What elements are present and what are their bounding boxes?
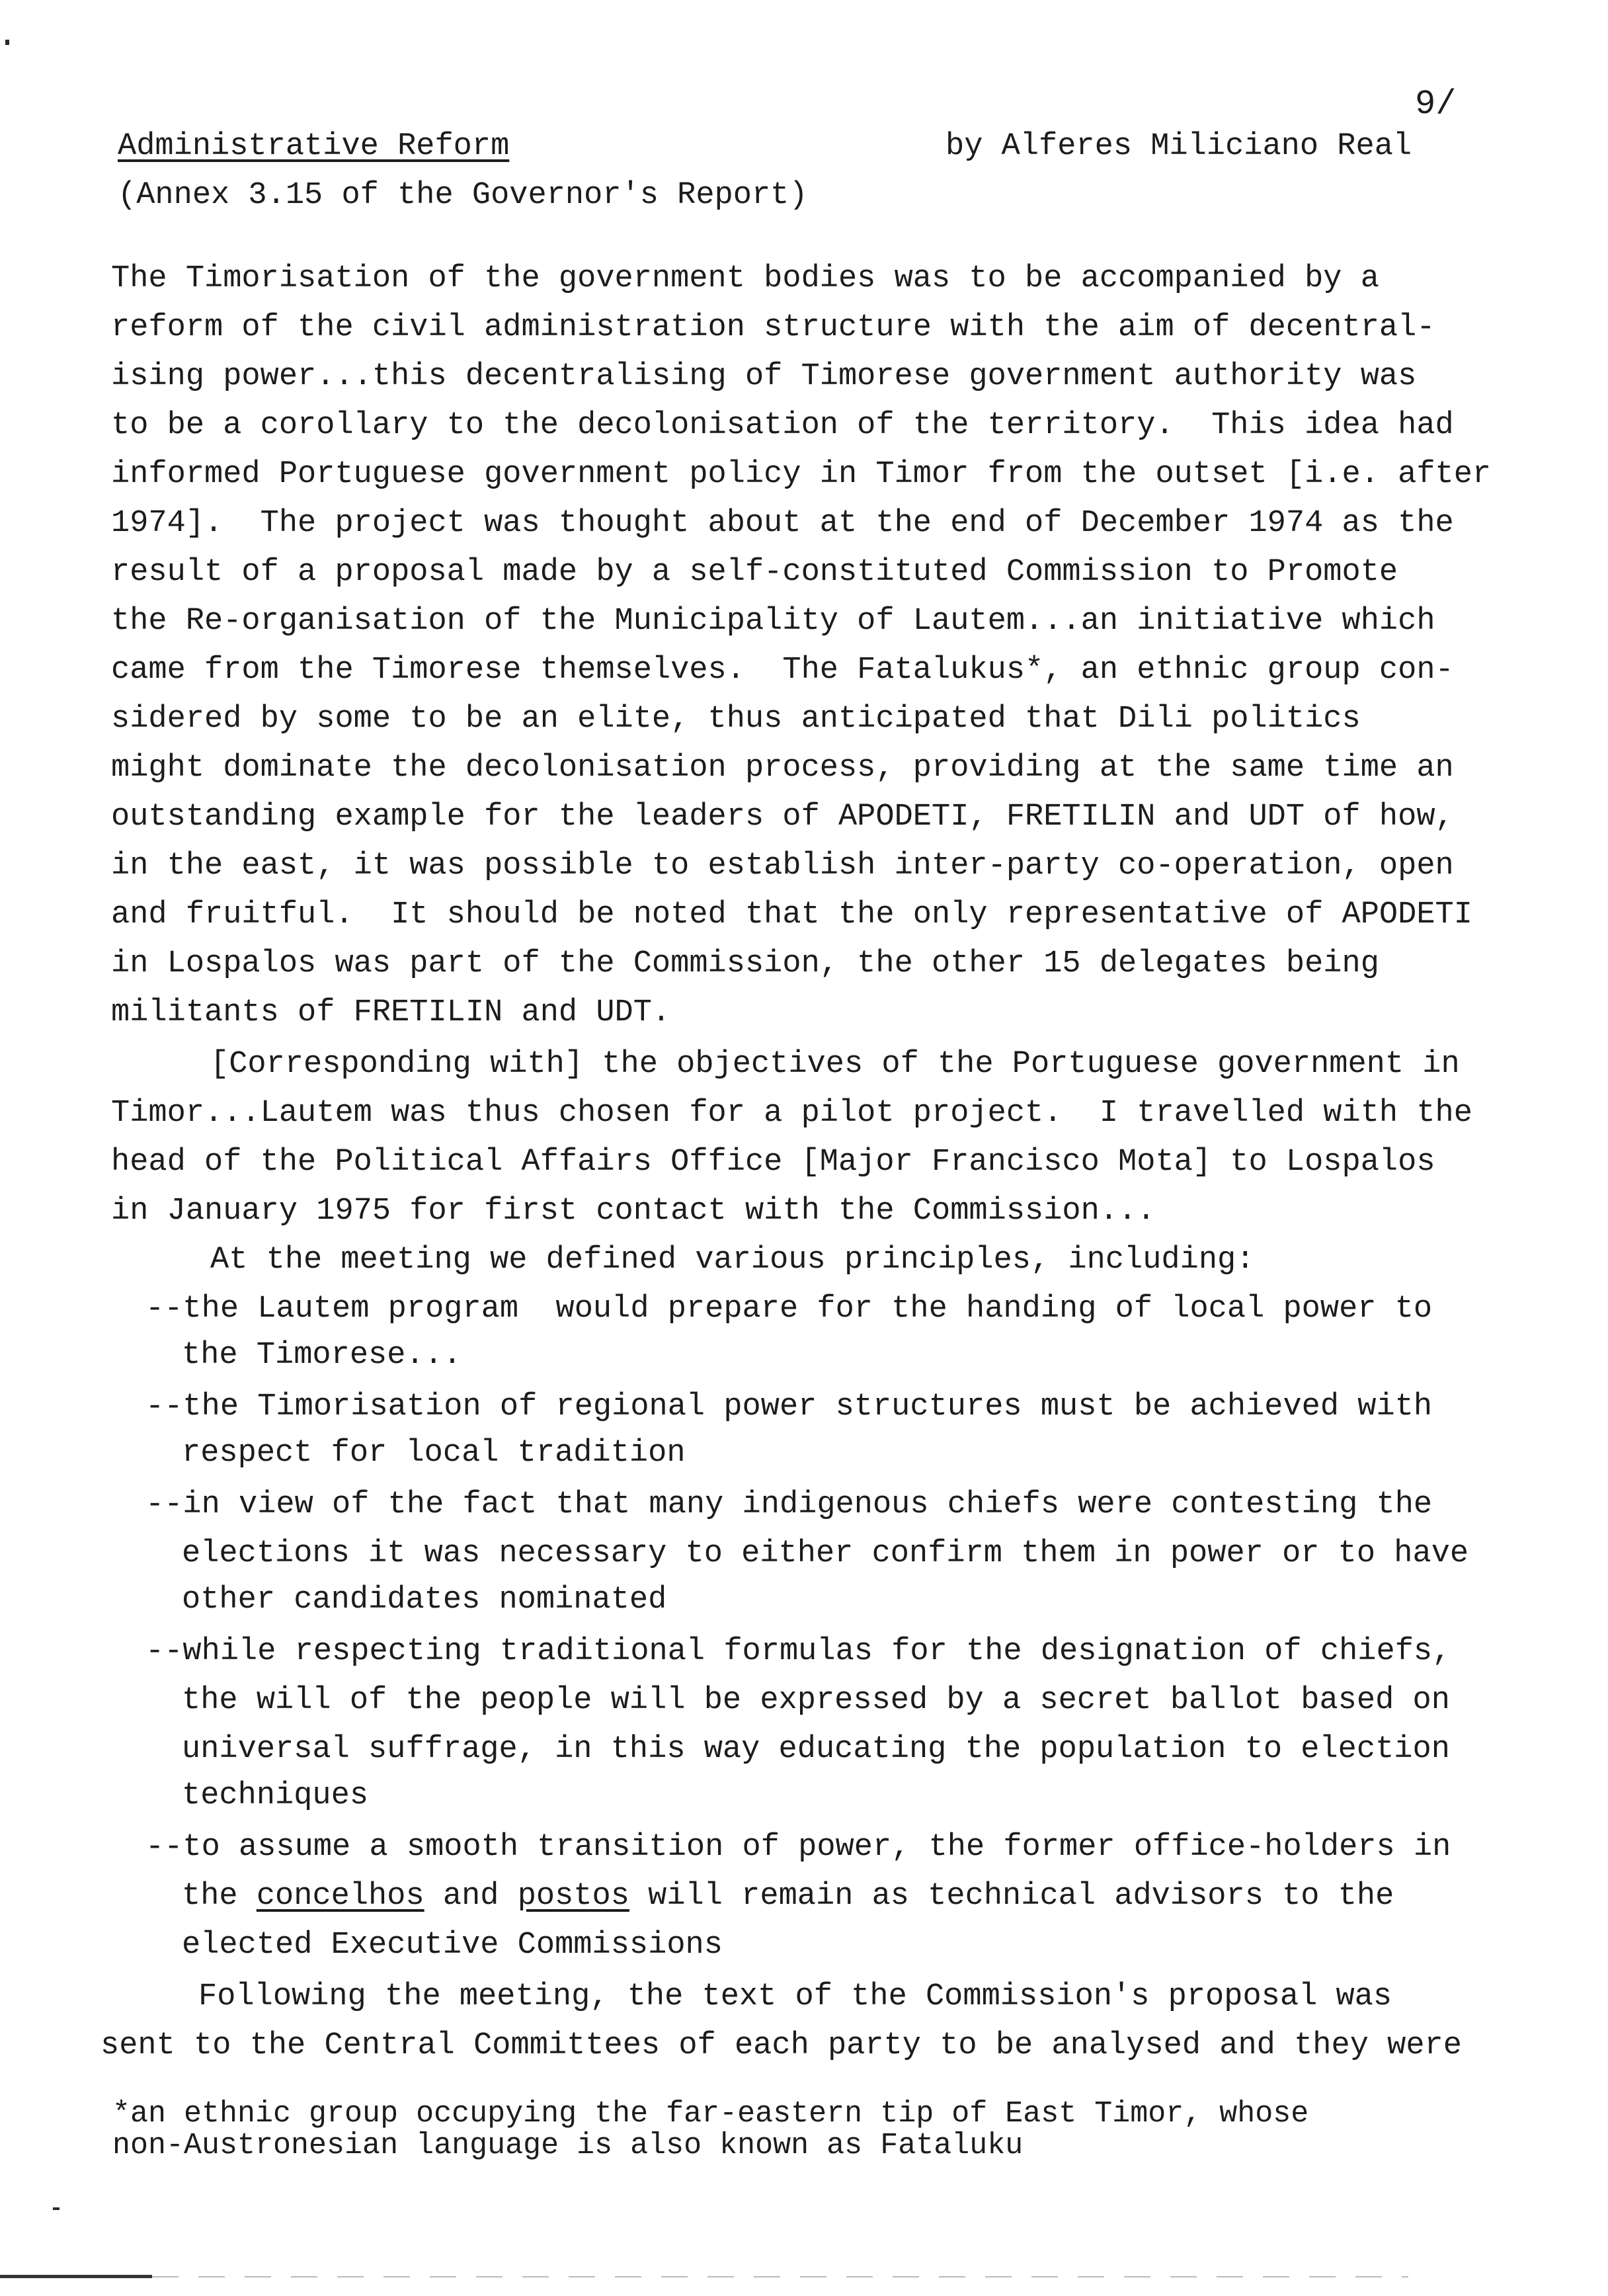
body-line: reform of the civil administration structure with the aim of decentral- bbox=[111, 310, 1435, 345]
body-line: in Lospalos was part of the Commission, the other 15 delegates being bbox=[111, 946, 1379, 981]
body-line: head of the Political Affairs Office [Major Francisco Mota] to Lospalos bbox=[111, 1145, 1435, 1180]
body-line: result of a proposal made by a self-constituted Commission to Promote bbox=[111, 555, 1398, 590]
scan-speck-top-left bbox=[5, 40, 9, 45]
text-run: the bbox=[182, 1879, 257, 1914]
bullet-line: --the Timorisation of regional power structures must be achieved with bbox=[145, 1389, 1433, 1424]
text-run: and bbox=[424, 1879, 518, 1914]
body-line: Timor...Lautem was thus chosen for a pilot project. I travelled with the bbox=[111, 1096, 1472, 1131]
term-postos: postos bbox=[517, 1879, 629, 1914]
body-line: sent to the Central Committees of each party to be analysed and they were bbox=[100, 2028, 1462, 2063]
body-line: in the east, it was possible to establish inter-party co-operation, open bbox=[111, 848, 1454, 883]
body-line: militants of FRETILIN and UDT. bbox=[111, 995, 671, 1030]
bullet-line: --to assume a smooth transition of power, the former office-holders in bbox=[145, 1830, 1451, 1865]
body-line: informed Portuguese government policy in Timor from the outset [i.e. after bbox=[111, 457, 1492, 492]
bullet-line bbox=[182, 1877, 1394, 1916]
bullet-line: the will of the people will be expressed by a secret ballot based on bbox=[182, 1683, 1450, 1718]
bullet-line: universal suffrage, in this way educating the population to election bbox=[182, 1732, 1450, 1767]
bullet-line: other candidates nominated bbox=[182, 1582, 667, 1618]
bullet-line: --in view of the fact that many indigenous chiefs were contesting the bbox=[145, 1487, 1433, 1522]
body-line: to be a corollary to the decolonisation of the territory. This idea had bbox=[111, 408, 1454, 443]
body-line: [Corresponding with] the objectives of the Portuguese government in bbox=[210, 1047, 1460, 1082]
footnote-line: *an ethnic group occupying the far-eastern tip of East Timor, whose bbox=[112, 2097, 1309, 2131]
footnote-line: non-Austronesian language is also known as Fataluku bbox=[112, 2129, 1024, 2162]
scan-edge-rule-faint bbox=[152, 2276, 1408, 2277]
bullet-line: the Timorese... bbox=[182, 1338, 462, 1373]
bullet-line: techniques bbox=[182, 1778, 369, 1813]
scan-speck-bottom-left bbox=[53, 2207, 60, 2210]
body-line: outstanding example for the leaders of APODETI, FRETILIN and UDT of how, bbox=[111, 800, 1454, 835]
body-line: came from the Timorese themselves. The Fatalukus*, an ethnic group con- bbox=[111, 653, 1454, 688]
scan-edge-rule bbox=[0, 2275, 152, 2278]
body-line: Following the meeting, the text of the Commission's proposal was bbox=[198, 1979, 1392, 2014]
body-line: the Re-organisation of the Municipality of Lautem...an initiative which bbox=[111, 604, 1435, 639]
text-run: will remain as technical advisors to the bbox=[629, 1879, 1394, 1914]
bullet-line: elections it was necessary to either confirm them in power or to have bbox=[182, 1536, 1469, 1571]
term-concelhos: concelhos bbox=[256, 1879, 424, 1914]
bullet-line: elected Executive Commissions bbox=[182, 1928, 723, 1963]
body-line: The Timorisation of the government bodies was to be accompanied by a bbox=[111, 261, 1379, 296]
body-line: 1974]. The project was thought about at the end of December 1974 as the bbox=[111, 506, 1454, 541]
document-title: Administrative Reform bbox=[118, 129, 510, 164]
bullet-line: --the Lautem program would prepare for the handing of local power to bbox=[145, 1292, 1433, 1327]
body-line: At the meeting we defined various principles, including: bbox=[210, 1243, 1255, 1278]
bullet-line: respect for local tradition bbox=[182, 1436, 686, 1471]
body-line: sidered by some to be an elite, thus anticipated that Dili politics bbox=[111, 702, 1361, 737]
body-line: might dominate the decolonisation process, providing at the same time an bbox=[111, 751, 1454, 786]
author-byline: by Alferes Miliciano Real bbox=[945, 129, 1412, 164]
page-number: 9/ bbox=[1415, 85, 1457, 124]
bullet-line: --while respecting traditional formulas for the designation of chiefs, bbox=[145, 1634, 1451, 1669]
document-subtitle: (Annex 3.15 of the Governor's Report) bbox=[118, 178, 808, 213]
body-line: ising power...this decentralising of Timorese government authority was bbox=[111, 359, 1417, 394]
body-line: and fruitful. It should be noted that the only representative of APODETI bbox=[111, 897, 1472, 932]
body-line: in January 1975 for first contact with the Commission... bbox=[111, 1194, 1156, 1229]
